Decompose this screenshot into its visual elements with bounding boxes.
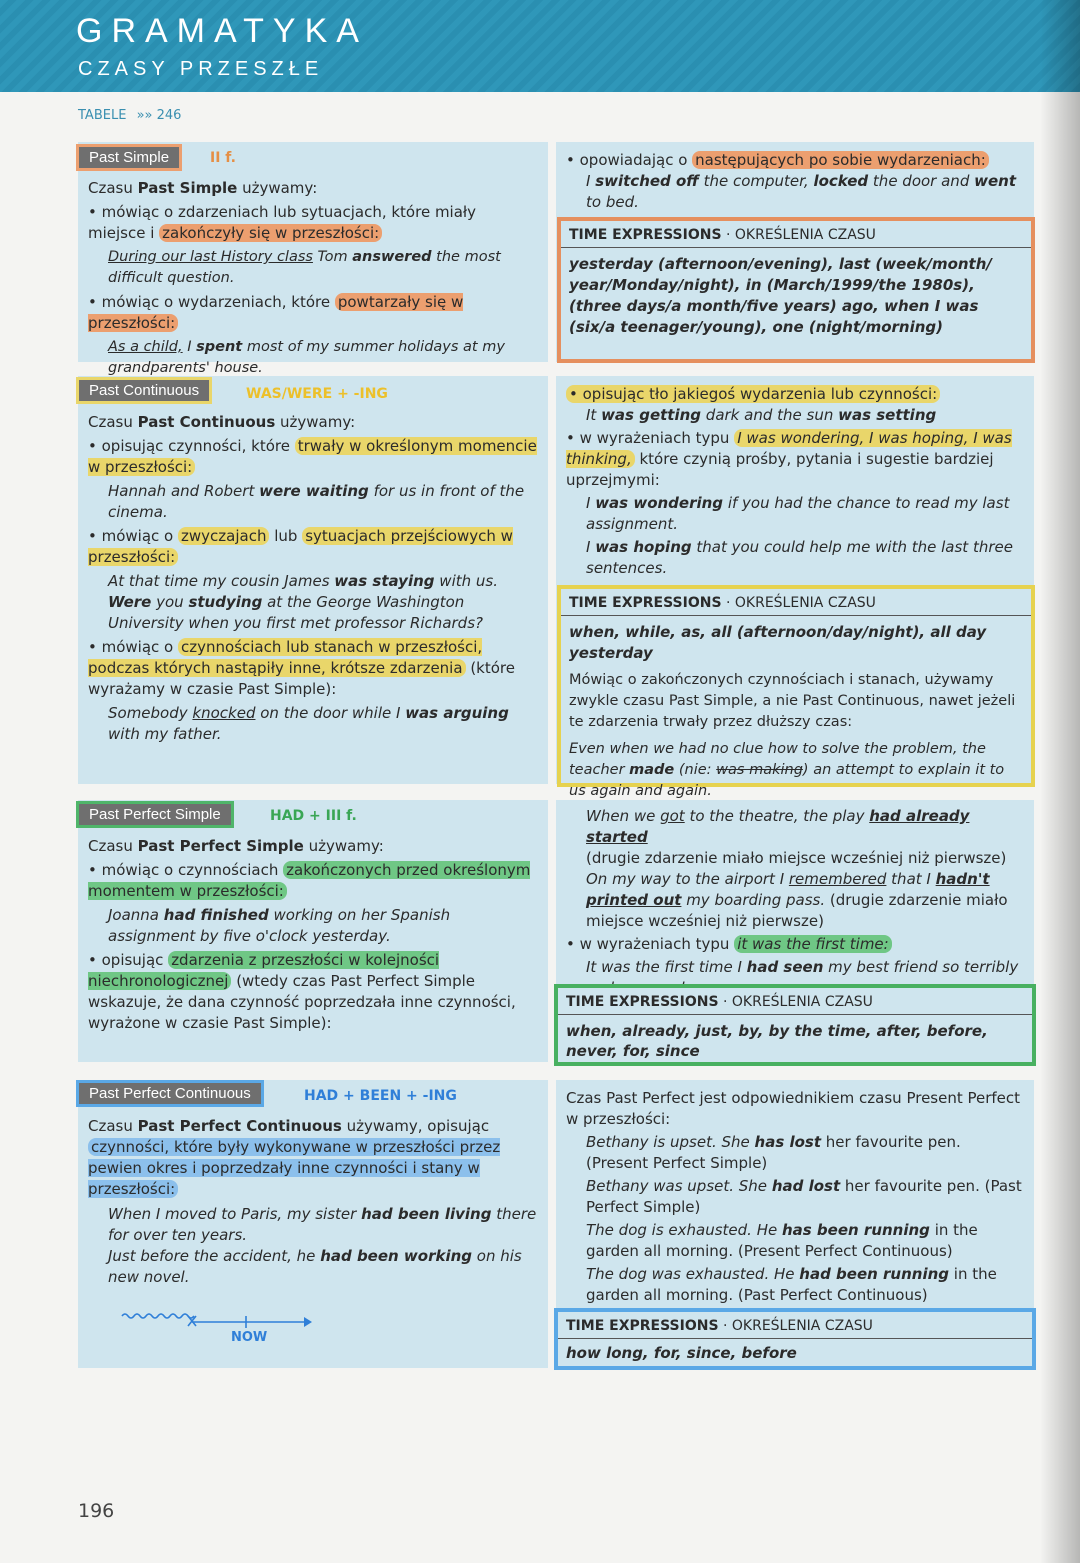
past-perfect-simple-handwritten: HAD + III f. xyxy=(270,808,357,824)
past-perfect-simple-label: Past Perfect Simple xyxy=(79,804,231,825)
header-title: GRAMATYKA xyxy=(76,12,368,50)
past-continuous-rules: Czasu Past Continuous używamy: • opisując czynności, które trwały w określonym momencie w przeszłości: Hannah and Robert were waiting for us in front of the cinema. • mówiąc o zwyczajach lub sytuacjach przejściowych w przeszłości: At that time my cousin James was staying with us. Were you studying at the George Washington University when you first met professor Richards? • mówiąc o czynnościach lub stanach w przeszłości, podczas których nastąpiły inne, krótsze zdarzenia (które wyrażamy w czasie Past Simple): Somebody knocked on the door while I was arguing with my father. xyxy=(88,413,537,743)
past-continuous-note: Mówiąc o zakończonych czynnościach i stanach, używamy zwykle czasu Past Simple, a nie Past Continuous, nawet jeżeli te zdarzenia trwały przez dłuższy czas: xyxy=(569,672,1016,730)
past-continuous-note-example: Even when we had no clue how to solve the problem, the teacher made (nie: was making) an attempt to explain it to us again and again. xyxy=(569,741,1005,799)
past-continuous-handwritten: WAS/WERE + -ING xyxy=(246,386,388,402)
past-perfect-continuous-right-rules: Czas Past Perfect jest odpowiednikiem czasu Present Perfect w przeszłości: Bethany is upset. She has lost her favourite pen. (Present Perfect Simple) Bethany was upset. She had lost her favourite pen. (Past Perfect Simple) The dog is exhausted. He has been running in the garden all morning. (Present Perfect Continuous) The dog was exhausted. He had been running in the garden all morning. (Past Perfect Continuous) xyxy=(566,1089,1022,1304)
past-perfect-continuous-handwritten: HAD + BEEN + -ING xyxy=(304,1088,457,1104)
past-perfect-simple-time-expressions: TIME EXPRESSIONS · OKREŚLENIA CZASU when, already, just, by, by the time, after, before, never, for, since xyxy=(554,984,1036,1066)
past-perfect-continuous-label-frame xyxy=(76,1080,264,1107)
past-simple-rules: Czasu Past Simple używamy: • mówiąc o zdarzeniach lub sytuacjach, które miały miejsce i zakończyły się w przeszłości: During our last History class Tom answered the most difficult question. • mówiąc o wydarzeniach, które powtarzały się w przeszłości: As a child, I spent most of my summer holidays at my grandparents' house. xyxy=(88,179,505,376)
past-continuous-label-frame xyxy=(76,377,212,404)
page-number: 196 xyxy=(78,1500,115,1522)
double-arrow-icon: »» xyxy=(136,108,153,123)
timeline-wave xyxy=(122,1314,194,1318)
past-simple-right-rules: • opowiadając o następujących po sobie wydarzeniach: I switched off the computer, locked the door and went to bed. xyxy=(566,151,1016,211)
past-perfect-simple-label-frame xyxy=(76,801,234,828)
past-perfect-simple-rules: Czasu Past Perfect Simple używamy: • mówiąc o czynnościach zakończonych przed określonym momentem w przeszłości: Joanna had finished working on her Spanish assignment by five o'clock yesterday. • opisując zdarzenia z przeszłości w kolejności niechronologicznej (wtedy czas Past Perfect Simple wskazuje, że dana czynność poprzedzała inne czynności, wyrażone w czasie Past Simple): xyxy=(88,837,531,1032)
past-simple-time-expressions: TIME EXPRESSIONS · OKREŚLENIA CZASU yesterday (afternoon/evening), last (week/month/ year/Monday/night), in (March/1999/the 1980s), (three days/a month/five years) ago, when I was (six/a teenager/young), one (night/morning) xyxy=(557,217,1035,363)
past-perfect-continuous-rules: Czasu Past Perfect Continuous używamy, opisując czynności, które były wykonywane w przeszłości przez pewien okres i poprzedzały inne czynności i stany w przeszłości: When I moved to Paris, my sister had been living there for over ten years. Just before the accident, he had been working on his new novel. xyxy=(88,1117,537,1286)
tables-label: TABELE xyxy=(78,108,127,123)
past-perfect-continuous-label: Past Perfect Continuous xyxy=(79,1083,261,1104)
tables-page: 246 xyxy=(156,108,182,123)
past-simple-handwritten: II f. xyxy=(210,150,236,166)
timeline-now-label: NOW xyxy=(231,1330,268,1345)
past-continuous-right-rules: • opisując tło jakiegoś wydarzenia lub czynności: It was getting dark and the sun was setting • w wyrażeniach typu I was wondering, I was hoping, I was thinking, które czynią prośby, pytania i sugestie bardziej uprzejmymi: I was wondering if you had the chance to read my last assignment. I was hoping that you could help me with the last three sentences. xyxy=(566,385,1013,577)
past-perfect-simple-right-rules: When we got to the theatre, the play had already started (drugie zdarzenie miało miejsce wcześniej niż pierwsze) On my way to the airport I remembered that I hadn't printed out my boarding pass. (drugie zdarzenie miało miejsce wcześniej niż pierwsze) • w wyrażeniach typu it was the first time: It was the first time I had seen my best friend so terribly xyxy=(566,807,1019,976)
page-gutter-shadow xyxy=(1040,0,1080,1563)
past-continuous-time-expressions: TIME EXPRESSIONS · OKREŚLENIA CZASU when, while, as, all (afternoon/day/night), all day yesterday Mówiąc o zakończonych czynnościach i stanach, używamy zwykle czasu Past Simple, a nie Past Continuous, nawet jeżeli te zdarzenia trwały przez dłuższy czas: Even when we had no clue how to solve the problem, the teacher made (nie: was making) an attempt to explain it to us again and again. xyxy=(557,585,1035,787)
timeline-arrow-icon xyxy=(304,1317,312,1327)
past-perfect-continuous-time-expressions: TIME EXPRESSIONS · OKREŚLENIA CZASU how long, for, since, before xyxy=(554,1308,1036,1370)
page-header xyxy=(0,0,1080,92)
past-simple-label: Past Simple xyxy=(79,147,179,168)
past-simple-label-frame xyxy=(76,144,182,171)
past-continuous-label: Past Continuous xyxy=(79,380,209,401)
timeline-drawing xyxy=(118,1308,318,1348)
header-subtitle: CZASY PRZESZŁE xyxy=(78,58,324,80)
tables-link[interactable] xyxy=(78,108,181,123)
